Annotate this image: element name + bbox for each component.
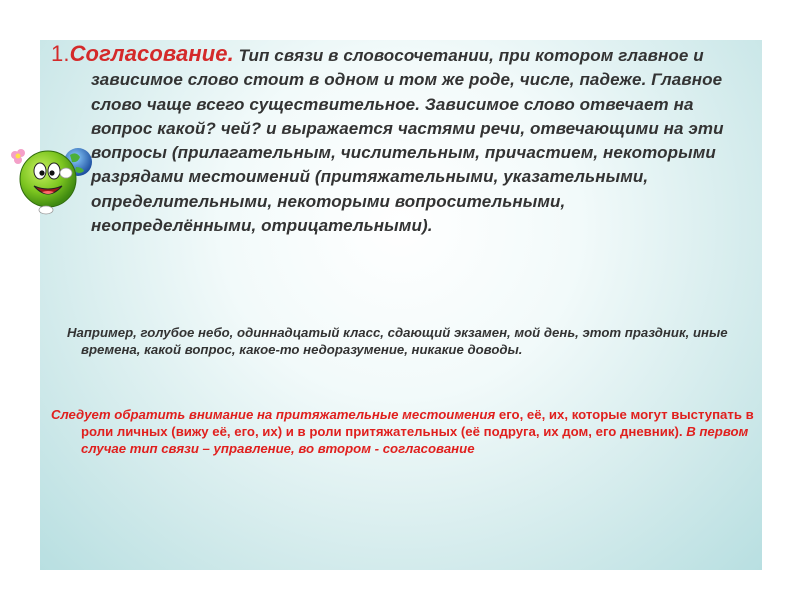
note-conclusion: В первом случае тип связи – управление, во втором - согласование — [81, 424, 749, 456]
examples-paragraph: Например, голубое небо, одиннадцатый класс, сдающий экзамен, мой день, этот праздник, иные времена, какой вопрос, какое-то недоразумение, никакие доводы. — [67, 325, 728, 357]
item-number: 1. — [51, 41, 70, 66]
note-body: его, её, их, которые могут выступать в роли личных (вижу её, его, их) и в роли притяжательных (её подруга, их дом, его дневник). — [81, 407, 754, 439]
note-lead: Следует обратить внимание на притяжательные местоимения — [51, 407, 496, 422]
note-paragraph — [51, 406, 781, 457]
definition-block — [51, 42, 731, 238]
smiling-globe-mascot-icon — [6, 131, 94, 216]
definition-paragraph — [51, 42, 731, 238]
term-heading: Согласование. — [69, 41, 234, 66]
definition-text: Тип связи в словосочетании, при котором главное и зависимое слово стоит в одном и том же роде, числе, падеже. Главное слово чаще всего существительное. Зависимое слово отвечает на вопрос какой? чей? и выражается частями речи, отвечающими на эти вопросы (прилагательным, числительным, причастием, некоторыми разрядами местоимений (притяжательными, указательными, определительными, некоторыми вопросительными, неопределёнными, отрицательными). — [91, 46, 724, 236]
